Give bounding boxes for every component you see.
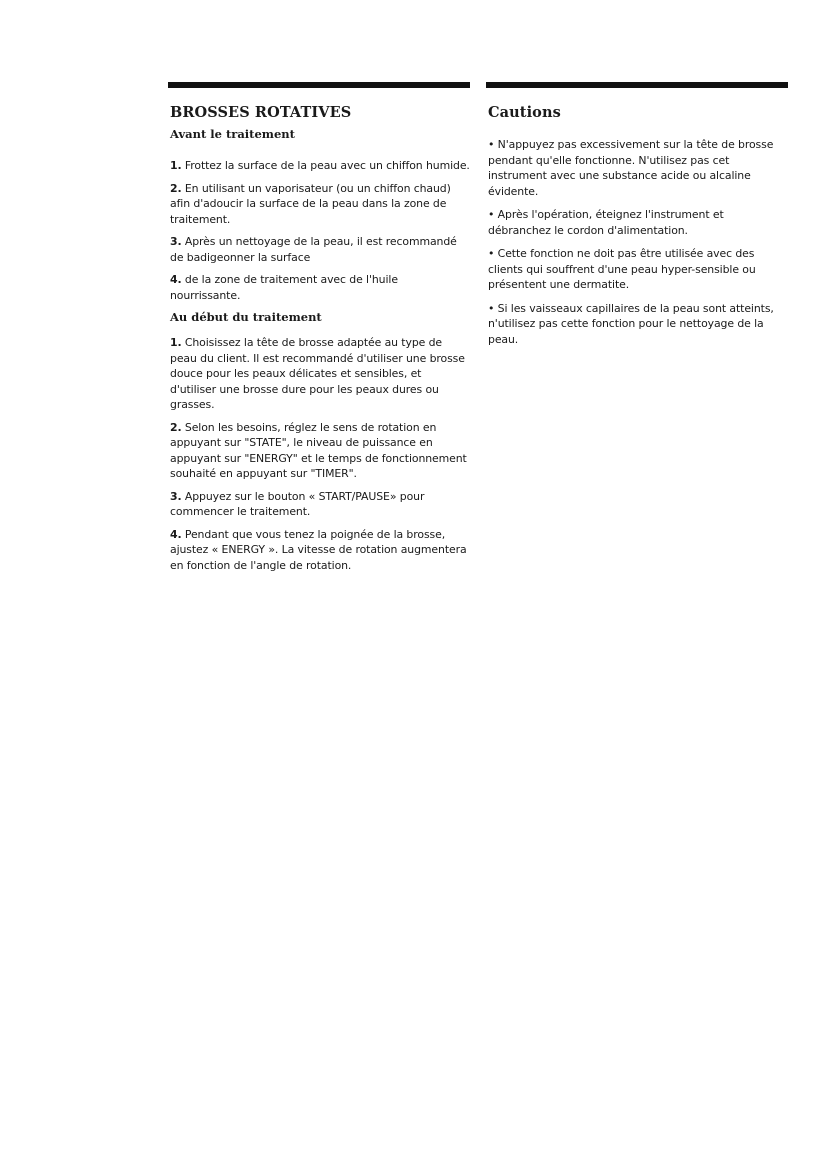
step-text: Frottez la surface de la peau avec un chiffon humide.: [181, 159, 470, 172]
step-number: 2.: [170, 181, 182, 195]
step-paragraph: [170, 420, 470, 482]
cautions-title: Cautions: [488, 104, 561, 121]
caution-item: • Cette fonction ne doit pas être utilisée avec des clients qui souffrent d'une peau hyper-sensible ou présentent une dermatite.: [488, 247, 756, 291]
section-title: BROSSES ROTATIVES: [170, 104, 352, 121]
step-paragraph: [170, 234, 470, 265]
step-number: 3.: [170, 489, 182, 503]
step-text: Appuyez sur le bouton « START/PAUSE» pour commencer le traitement.: [170, 489, 425, 518]
step-number: 2.: [170, 420, 182, 434]
subsection-title-before: Avant le traitement: [170, 127, 295, 141]
step-number: 4.: [170, 273, 182, 286]
step-text: Choisissez la tête de brosse adaptée au type de peau du client. Il est recommandé d'utiliser une brosse douce pour les peaux délicates et sensibles, et d'utiliser une brosse dure pour les peaux dures ou grasses.: [170, 336, 465, 411]
caution-item: • Après l'opération, éteignez l'instrument et débranchez le cordon d'alimentation.: [488, 208, 724, 237]
step-paragraph: [170, 272, 470, 303]
step-paragraph: [170, 527, 470, 574]
step-paragraph: [170, 489, 470, 520]
subsection-title-start: Au début du traitement: [170, 310, 322, 324]
step-paragraph: [170, 158, 470, 174]
caution-item: • Si les vaisseaux capillaires de la peau sont atteints, n'utilisez pas cette fonction pour le nettoyage de la peau.: [488, 301, 774, 346]
step-paragraph: [170, 335, 470, 413]
section-rule: [486, 82, 788, 88]
step-text: Après un nettoyage de la peau, il est recommandé de badigeonner la surface: [170, 235, 457, 264]
step-number: 3.: [170, 235, 182, 248]
step-number: 1.: [170, 159, 182, 172]
step-text: Selon les besoins, réglez le sens de rotation en appuyant sur "STATE", le niveau de puissance en appuyant sur "ENERGY" et le temps de fonctionnement souhaité en appuyant sur "TIMER".: [170, 420, 467, 480]
step-text: de la zone de traitement avec de l'huile nourrissante.: [170, 273, 398, 302]
step-text: Pendant que vous tenez la poignée de la brosse, ajustez « ENERGY ». La vitesse de rotation augmentera en fonction de l'angle de rotation.: [170, 527, 467, 572]
step-text: En utilisant un vaporisateur (ou un chiffon chaud) afin d'adoucir la surface de la peau dans la zone de traitement.: [170, 181, 451, 226]
section-rule: [168, 82, 470, 88]
step-number: 4.: [170, 527, 182, 541]
step-paragraph: [170, 181, 470, 228]
right-column: [486, 82, 788, 355]
left-column: [168, 82, 470, 580]
step-number: 1.: [170, 336, 182, 349]
caution-item: • N'appuyez pas excessivement sur la tête de brosse pendant qu'elle fonctionne. N'utilisez pas cet instrument avec une substance acide ou alcaline évidente.: [488, 138, 774, 198]
